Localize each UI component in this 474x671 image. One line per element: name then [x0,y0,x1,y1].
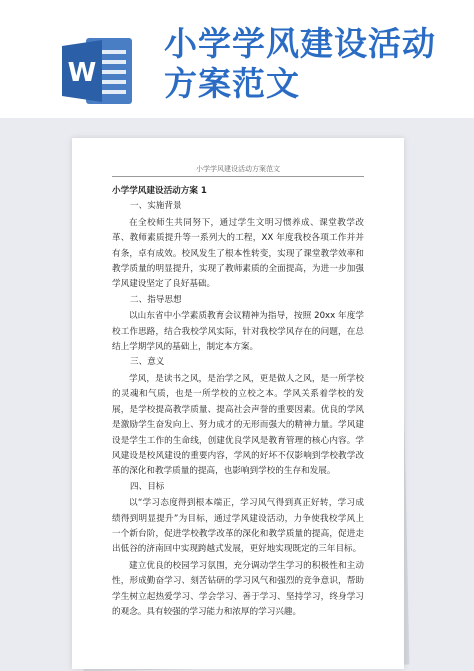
section-heading: 一、实施背景 [130,201,182,212]
banner-title-line-2: 方案范文 [164,64,300,103]
page-header-text: 小学学风建设活动方案范文 [196,165,280,173]
section-paragraph: 在全校师生共同努下，通过学生文明习惯养成、课堂教学改革、教师素质提升等一系列大的工程，XX 年度我校各项工作并并有条，卓有成效。校风发生了根本性转变，实现了课堂教学效率和教学质量的明显提升，实现了教师素质的全面提高，为进一步加强学风建设坚定了良好基础。 [112,217,364,290]
page-header-rule [112,176,364,177]
header-banner [0,0,474,118]
banner-title-line-1: 小学学风建设活动 [164,24,436,63]
document-title: 小学学风建设活动方案 1 [112,186,207,196]
section-heading: 四、目标 [130,481,165,492]
section-paragraph: 学风，是读书之风，是治学之风，更是做人之风，是一所学校的灵魂和气质，也是一所学校的立校之本。学风关系着学校的发展，是学校提高教学质量、提高社会声誉的重要因素。优良的学风是激励学生奋发向上、努力成才的无形而强大的精神力量。学风建设是学生工作的生命线，创建优良学风是教育管理的核心内容。学风建设是校风建设的重要内容，学风的好坏不仅影响到学校教学改革的深化和教学质量的提高，也影响到学校的生存和发展。 [112,373,364,477]
section-paragraph: 建立优良的校园学习氛围，充分调动学生学习的积极性和主动性，形成勤奋学习、刻苦钻研的学习风气和强烈的竞争意识，帮助学生树立起热爱学习、学会学习、善于学习、坚持学习，终身学习的观念。具有较强的学习能力和浓厚的学习兴趣。 [112,560,364,617]
section-heading: 二、指导思想 [130,294,182,305]
section-paragraph: 以山东省中小学素质教育会议精神为指导，按照 20xx 年度学校工作思路，结合我校学风实际，针对我校学风存在的问题，在总结上学期学风的基础上，制定本方案。 [112,311,364,353]
document-body [112,184,364,620]
document-page [72,138,404,669]
section-heading: 三、意义 [130,357,165,368]
word-logo-letter: W [67,58,97,88]
word-document-icon [62,36,134,106]
section-paragraph: 以“学习态度得到根本端正，学习风气得到真正好转，学习成绩得到明显提升”为目标，通过学风建设活动，力争使我校学风上一个新台阶，促进学校教学改革的深化和教学质量的提高，促进走出低谷的济南回中实现跨越式发展，更好地实现既定的三年目标。 [112,498,364,555]
